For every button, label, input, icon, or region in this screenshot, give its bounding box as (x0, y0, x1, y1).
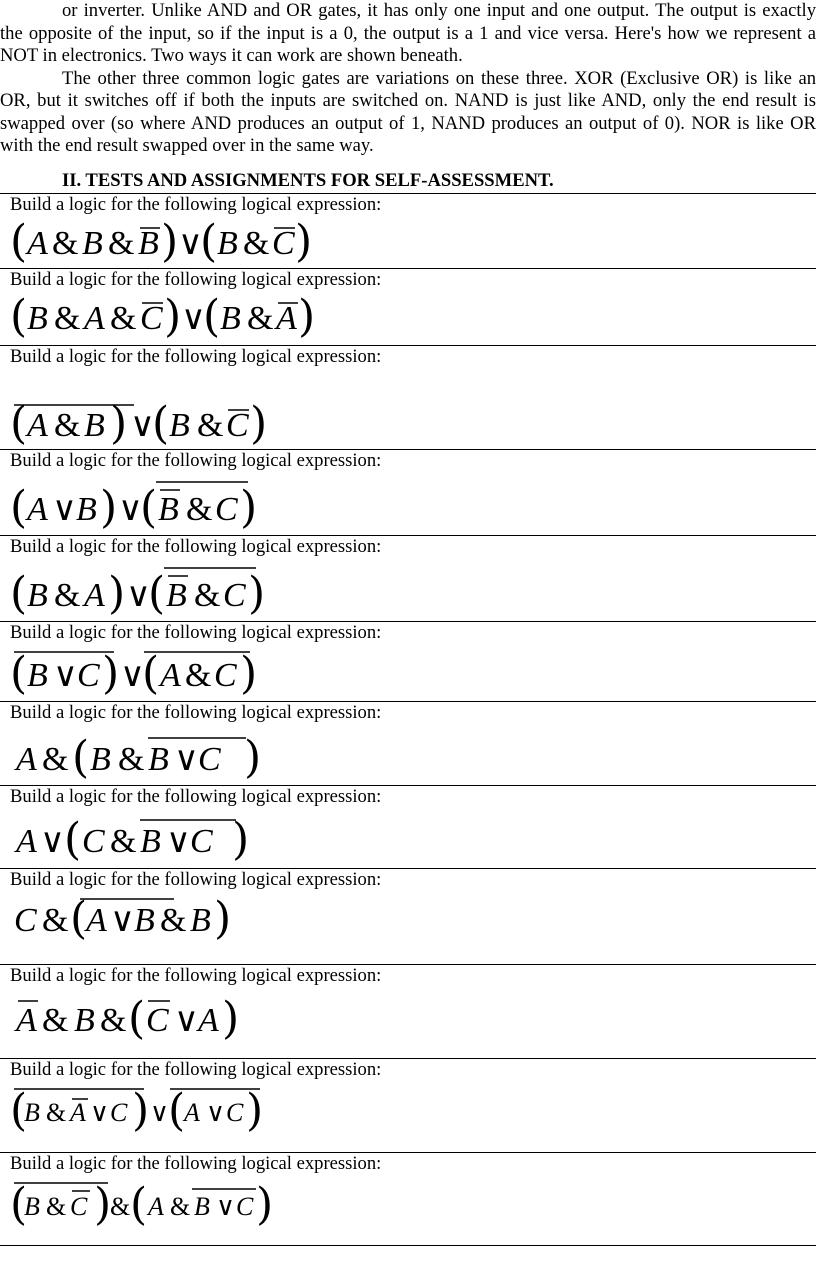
svg-text:A: A (84, 300, 105, 337)
svg-text:(: ( (10, 482, 28, 533)
svg-text:C: C (223, 577, 246, 614)
svg-text:B: B (134, 902, 155, 939)
table-row (0, 450, 816, 536)
svg-text:∨: ∨ (52, 491, 77, 528)
svg-text:): ) (222, 993, 240, 1044)
svg-text:): ) (240, 648, 258, 699)
svg-text:C: C (110, 1098, 128, 1127)
svg-text:A: A (160, 657, 181, 694)
svg-text:C: C (190, 823, 213, 860)
svg-text:C: C (236, 1192, 254, 1221)
svg-text:(: ( (10, 216, 28, 266)
svg-text:(: ( (148, 568, 166, 619)
svg-text:(: ( (72, 732, 90, 783)
task-expression (10, 1175, 816, 1235)
svg-text:(: ( (10, 568, 28, 619)
task-cell (0, 1059, 816, 1153)
svg-text:&: & (54, 407, 81, 444)
svg-text:): ) (295, 216, 313, 266)
svg-text:&: & (118, 741, 145, 778)
task-prompt: Build a logic for the following logical expression: (10, 269, 382, 290)
svg-text:C: C (226, 407, 249, 444)
task-expression (10, 216, 816, 266)
svg-text:(: ( (70, 893, 88, 944)
svg-text:∨: ∨ (181, 300, 206, 337)
paragraph-not-gate: or inverter. Unlike AND and OR gates, it has only one input and one output. The output is exactly the opposite of the input, so if the input is a 0, the output is a 1 and vice versa. Here's how we represent a NOT in electronics. Two ways it can work are shown beneath. (0, 0, 816, 66)
svg-text:A: A (16, 823, 37, 860)
svg-text:∨: ∨ (216, 1192, 236, 1221)
svg-text:∨: ∨ (166, 823, 191, 860)
svg-text:B: B (82, 225, 103, 262)
svg-text:∨: ∨ (206, 1098, 226, 1127)
task-cell (0, 869, 816, 965)
table-row (0, 869, 816, 965)
svg-text:(: ( (128, 993, 146, 1044)
svg-text:(: ( (64, 814, 82, 865)
svg-text:): ) (100, 482, 118, 533)
svg-text:∨: ∨ (130, 407, 155, 444)
task-cell (0, 786, 816, 869)
svg-text:∨: ∨ (120, 657, 145, 694)
table-row (0, 702, 816, 786)
svg-text:&: & (54, 577, 81, 614)
svg-text:(: ( (200, 216, 218, 266)
task-prompt: Build a logic for the following logical expression: (10, 965, 382, 986)
task-expression (10, 1081, 816, 1141)
svg-text:&: & (42, 902, 69, 939)
svg-text:B: B (27, 300, 48, 337)
table-row (0, 965, 816, 1059)
svg-text:A: A (84, 577, 105, 614)
svg-text:∨: ∨ (150, 1098, 170, 1127)
task-cell (0, 702, 816, 786)
svg-text:&: & (46, 1098, 67, 1127)
svg-text:&: & (194, 577, 221, 614)
svg-text:(: ( (10, 291, 28, 341)
svg-text:): ) (132, 1085, 150, 1136)
svg-text:∨: ∨ (40, 823, 65, 860)
svg-text:&: & (42, 1002, 69, 1039)
svg-text:B: B (158, 491, 179, 528)
svg-text:C: C (77, 657, 100, 694)
svg-text:B: B (169, 407, 190, 444)
table-row (0, 1059, 816, 1153)
svg-text:C: C (146, 1002, 169, 1039)
svg-text:): ) (102, 648, 120, 699)
svg-text:&: & (108, 225, 135, 262)
svg-text:A: A (16, 741, 37, 778)
svg-text:&: & (170, 1192, 191, 1221)
task-cell (0, 622, 816, 702)
svg-text:C: C (198, 741, 221, 778)
svg-text:∨: ∨ (53, 657, 78, 694)
svg-text:A: A (198, 1002, 219, 1039)
svg-text:C: C (272, 225, 295, 262)
svg-text:A: A (86, 902, 107, 939)
task-cell (0, 450, 816, 536)
svg-text:C: C (14, 902, 37, 939)
table-row (0, 346, 816, 450)
svg-text:(: ( (10, 1085, 28, 1136)
svg-text:∨: ∨ (118, 491, 143, 528)
task-expression (10, 644, 816, 700)
svg-text:B: B (148, 741, 169, 778)
svg-text:&: & (110, 1192, 131, 1221)
task-prompt: Build a logic for the following logical expression: (10, 450, 382, 471)
svg-text:&: & (186, 491, 213, 528)
svg-text:(: ( (152, 398, 170, 448)
svg-text:(: ( (130, 1179, 148, 1230)
svg-text:∨: ∨ (174, 741, 199, 778)
svg-text:&: & (185, 657, 212, 694)
task-prompt: Build a logic for the following logical expression: (10, 536, 382, 557)
svg-text:): ) (108, 568, 126, 619)
svg-text:B: B (166, 577, 187, 614)
svg-text:&: & (160, 902, 187, 939)
svg-text:(: ( (142, 648, 160, 699)
svg-text:(: ( (140, 482, 158, 533)
paragraph-other-gates: The other three common logic gates are variations on these three. XOR (Exclusive OR) is like an OR, but it switches off if both the inputs are switched on. NAND is just like AND, only the end result is swapped over (so where AND produces an output of 1, NAND produces an output of 0). NOR is like OR with the end result swapped over in the same way. (0, 67, 816, 156)
svg-text:B: B (217, 225, 238, 262)
table-row (0, 269, 816, 346)
svg-text:&: & (110, 300, 137, 337)
table-row (0, 622, 816, 702)
section-title: II. TESTS AND ASSIGNMENTS FOR SELF-ASSESSMENT. (62, 170, 554, 191)
task-cell (0, 965, 816, 1059)
task-prompt: Build a logic for the following logical expression: (10, 1153, 382, 1174)
svg-text:C: C (70, 1192, 88, 1221)
svg-text:B: B (24, 1098, 40, 1127)
svg-text:): ) (248, 568, 266, 619)
svg-text:A: A (70, 1098, 86, 1127)
assignments-table (0, 193, 816, 1246)
svg-text:&: & (42, 741, 69, 778)
svg-text:): ) (246, 1085, 264, 1136)
svg-text:∨: ∨ (174, 1002, 199, 1039)
svg-text:C: C (140, 300, 163, 337)
svg-text:B: B (140, 823, 161, 860)
task-prompt: Build a logic for the following logical expression: (10, 346, 382, 367)
svg-text:B: B (194, 1192, 210, 1221)
svg-text:∨: ∨ (178, 225, 203, 262)
intro-text (0, 0, 816, 158)
svg-text:B: B (27, 657, 48, 694)
task-cell (0, 1153, 816, 1246)
svg-text:): ) (164, 291, 182, 341)
task-expression (10, 291, 816, 341)
task-prompt: Build a logic for the following logical expression: (10, 702, 382, 723)
svg-text:∨: ∨ (90, 1098, 110, 1127)
svg-text:&: & (110, 823, 137, 860)
task-prompt: Build a logic for the following logical expression: (10, 194, 382, 215)
task-prompt: Build a logic for the following logical expression: (10, 1059, 382, 1080)
svg-text:): ) (94, 1179, 112, 1230)
svg-text:(: ( (10, 1179, 28, 1230)
task-expression (10, 724, 816, 784)
svg-text:): ) (244, 732, 262, 783)
svg-text:&: & (197, 407, 224, 444)
svg-text:): ) (256, 1179, 274, 1230)
svg-text:B: B (74, 1002, 95, 1039)
table-row (0, 1153, 816, 1246)
table-row (0, 786, 816, 869)
svg-text:B: B (190, 902, 211, 939)
svg-text:B: B (138, 225, 159, 262)
svg-text:A: A (27, 491, 48, 528)
svg-text:): ) (232, 814, 250, 865)
svg-text:∨: ∨ (110, 902, 135, 939)
svg-text:A: A (27, 407, 48, 444)
svg-text:&: & (54, 300, 81, 337)
svg-text:B: B (24, 1192, 40, 1221)
svg-text:∨: ∨ (126, 577, 151, 614)
svg-text:A: A (276, 300, 297, 337)
task-expression (10, 808, 816, 868)
svg-text:B: B (220, 300, 241, 337)
svg-text:B: B (76, 491, 97, 528)
svg-text:(: ( (10, 648, 28, 699)
svg-text:&: & (243, 225, 270, 262)
task-cell (0, 346, 816, 450)
svg-text:&: & (247, 300, 274, 337)
task-expression (10, 891, 816, 951)
svg-text:A: A (184, 1098, 200, 1127)
table-row (0, 536, 816, 622)
svg-text:B: B (27, 577, 48, 614)
task-prompt: Build a logic for the following logical expression: (10, 622, 382, 643)
svg-text:B: B (90, 741, 111, 778)
svg-text:A: A (148, 1192, 164, 1221)
svg-text:&: & (52, 225, 79, 262)
svg-text:A: A (16, 1002, 37, 1039)
task-expression (10, 368, 816, 448)
svg-text:): ) (110, 398, 128, 448)
task-expression (10, 558, 816, 620)
svg-text:&: & (46, 1192, 67, 1221)
svg-text:): ) (214, 893, 232, 944)
svg-text:(: ( (168, 1085, 186, 1136)
svg-text:&: & (100, 1002, 127, 1039)
svg-text:C: C (215, 491, 238, 528)
task-expression (10, 987, 816, 1047)
task-cell (0, 194, 816, 269)
table-row (0, 194, 816, 269)
svg-text:): ) (161, 216, 179, 266)
svg-text:): ) (298, 291, 316, 341)
svg-text:): ) (250, 398, 268, 448)
svg-text:C: C (226, 1098, 244, 1127)
svg-text:(: ( (10, 398, 28, 448)
svg-text:C: C (82, 823, 105, 860)
task-prompt: Build a logic for the following logical expression: (10, 869, 382, 890)
svg-text:C: C (214, 657, 237, 694)
task-cell (0, 536, 816, 622)
svg-text:(: ( (203, 291, 221, 341)
svg-text:B: B (84, 407, 105, 444)
task-cell (0, 269, 816, 346)
svg-text:): ) (240, 482, 258, 533)
task-expression (10, 472, 816, 534)
svg-text:A: A (27, 225, 48, 262)
task-prompt: Build a logic for the following logical expression: (10, 786, 382, 807)
